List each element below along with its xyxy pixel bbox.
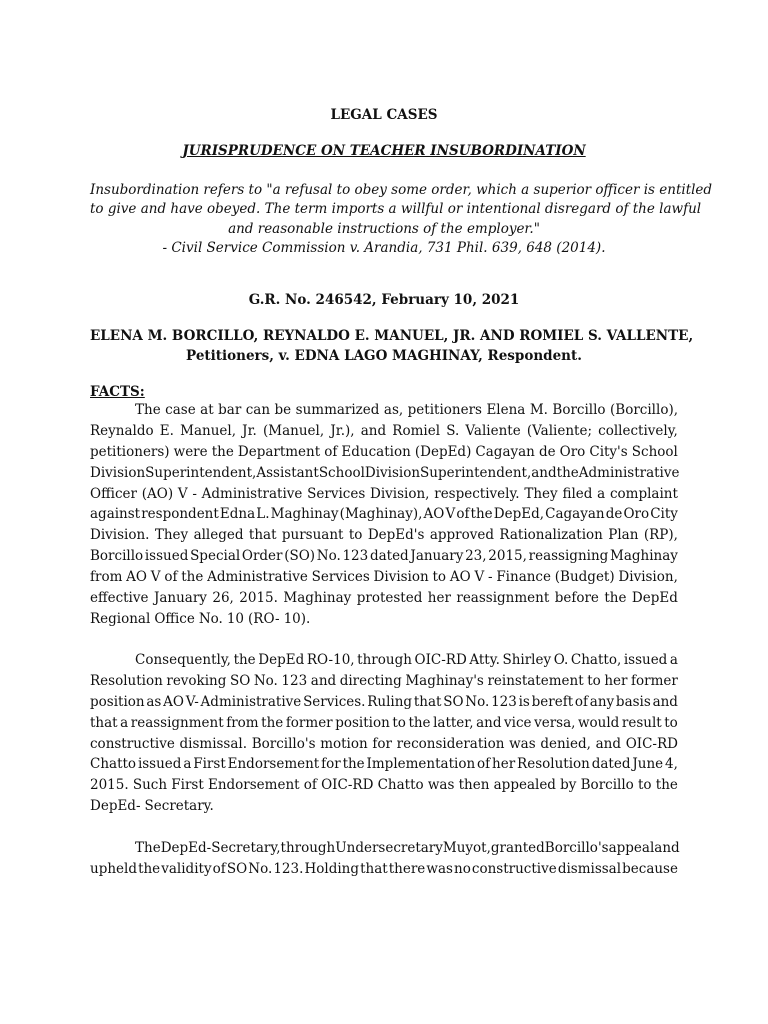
- parties-line: Petitioners, v. EDNA LAGO MAGHINAY, Respondent.: [186, 347, 582, 364]
- word: that: [413, 693, 442, 710]
- word: before: [554, 590, 599, 607]
- word: Department: [237, 443, 321, 460]
- word: any: [589, 693, 615, 710]
- word: Elena: [486, 402, 526, 418]
- word: constructive: [90, 735, 175, 752]
- paragraph-line: [90, 567, 678, 588]
- word: position: [335, 714, 390, 731]
- word: (AO): [141, 485, 174, 502]
- word: First: [193, 756, 226, 773]
- word: the: [211, 443, 234, 460]
- word: Oro: [623, 506, 650, 523]
- word: issued: [144, 548, 189, 565]
- word: of: [574, 693, 589, 710]
- word: Chatto,: [570, 652, 622, 668]
- word: alleged: [193, 527, 244, 544]
- word: City: [650, 506, 678, 523]
- word: 123: [281, 672, 308, 689]
- word: of: [164, 569, 178, 586]
- word: L.: [256, 506, 270, 523]
- word: -: [487, 569, 493, 586]
- word: no: [454, 860, 471, 877]
- word: Consequently,: [135, 652, 231, 668]
- word: petitioners: [407, 402, 482, 418]
- paragraph-line: [90, 796, 678, 817]
- word: from: [226, 714, 259, 731]
- word: (Valiente;: [526, 422, 592, 439]
- word: Oro: [559, 443, 586, 460]
- word: SO: [226, 860, 248, 877]
- word: 4,: [665, 756, 678, 773]
- word: Secretary.: [144, 798, 214, 815]
- paragraph-line: [90, 692, 678, 713]
- paragraph-line: [90, 754, 678, 775]
- word: School: [318, 464, 365, 481]
- paragraph-line: [90, 588, 678, 609]
- word: 2015.: [239, 590, 278, 607]
- word: were: [173, 443, 208, 460]
- word: Maghinay: [610, 548, 678, 565]
- word: Borcillo's: [544, 840, 609, 856]
- word: 2015,: [488, 548, 527, 565]
- parties-line: ELENA M. BORCILLO, REYNALDO E. MANUEL, JR. AND ROMIEL S. VALLENTE,: [90, 328, 694, 344]
- word: Services: [307, 485, 366, 502]
- word: Officer: [90, 485, 137, 502]
- word: of: [324, 443, 338, 460]
- word: motion: [320, 735, 368, 752]
- word: complaint: [609, 485, 678, 502]
- word: SO: [229, 672, 251, 689]
- word: a: [183, 756, 192, 773]
- word: OIC-RD: [414, 652, 467, 668]
- document-subheading: JURISPRUDENCE ON TEACHER INSUBORDINATION: [182, 143, 586, 159]
- word: The: [135, 402, 161, 418]
- facts-heading: FACTS:: [90, 384, 145, 400]
- word: dated: [591, 756, 631, 773]
- paragraph-line: [90, 775, 678, 796]
- word: Resolution: [517, 756, 590, 773]
- word: Administrative: [200, 693, 302, 710]
- word: Division: [90, 464, 146, 481]
- word: June: [632, 756, 664, 773]
- paragraph-line: [90, 546, 678, 567]
- word: issued: [623, 652, 668, 668]
- word: School: [631, 443, 678, 460]
- word: Resolution: [90, 672, 163, 689]
- word: Shirley: [502, 652, 552, 668]
- word: 123: [491, 693, 517, 710]
- word: was: [426, 860, 453, 877]
- word: (Budget): [554, 569, 615, 586]
- quote-line: Insubordination refers to "a refusal to obey some order, which a superior officer is entitled: [90, 182, 713, 198]
- word: from: [90, 569, 123, 586]
- word: Cagayan: [545, 506, 605, 523]
- word: Jr.: [242, 422, 257, 439]
- word: to: [392, 714, 406, 731]
- case-parties: [90, 327, 694, 366]
- word: to: [638, 777, 652, 794]
- word: No.: [248, 860, 273, 877]
- word: Maghinay's: [405, 672, 484, 689]
- word: Administrative: [578, 464, 680, 481]
- word: granted: [490, 840, 545, 856]
- word: protested: [356, 590, 423, 607]
- word: a: [120, 714, 129, 731]
- word: Administrative: [201, 485, 303, 502]
- word: was: [509, 735, 536, 752]
- word: dated: [369, 548, 409, 565]
- word: Borcillo: [552, 402, 606, 418]
- word: Borcillo's: [251, 735, 316, 752]
- word: be: [274, 402, 292, 418]
- word: Borcillo: [580, 777, 634, 794]
- word: Division.: [90, 527, 150, 544]
- word: Assistant: [256, 464, 319, 481]
- word: V: [150, 569, 161, 586]
- word: the: [261, 714, 284, 731]
- word: former: [285, 714, 333, 731]
- epigraph-quote: [90, 181, 713, 258]
- word: 123.: [273, 860, 304, 877]
- word: filed: [562, 485, 593, 502]
- word: the: [655, 777, 678, 794]
- word: O.: [553, 652, 569, 668]
- word: reinstatement: [487, 672, 584, 689]
- word: and: [360, 422, 387, 439]
- word: reassigning: [528, 548, 609, 565]
- word: reassignment: [456, 590, 550, 607]
- word: DepEd-Secretary,: [160, 840, 281, 856]
- word: would: [577, 714, 620, 731]
- word: Superintendent,: [145, 464, 257, 481]
- word: Division: [373, 569, 429, 586]
- paragraph-line: [90, 463, 678, 484]
- word: pursuant: [281, 527, 344, 544]
- word: dismissal: [557, 860, 622, 877]
- word: V: [445, 506, 456, 523]
- word: January: [153, 590, 207, 607]
- word: Administrative: [207, 569, 308, 586]
- document-heading: LEGAL CASES: [330, 107, 438, 123]
- word: Muyot,: [442, 840, 491, 856]
- word: Division,: [370, 485, 430, 502]
- word: Services.: [303, 693, 366, 710]
- word: the: [181, 569, 204, 586]
- word: Office: [154, 610, 195, 627]
- word: to: [348, 527, 363, 544]
- word: Education: [341, 443, 411, 460]
- word: City's: [589, 443, 628, 460]
- word: summarized: [295, 402, 380, 418]
- word: First: [171, 777, 204, 794]
- word: 10: [226, 610, 245, 627]
- paragraph-line: [90, 650, 678, 671]
- word: 123: [342, 548, 369, 565]
- word: result: [621, 714, 662, 731]
- word: AO: [126, 569, 147, 586]
- word: versa,: [534, 714, 576, 731]
- word: DepEd: [258, 652, 305, 668]
- word: Holding: [304, 860, 359, 877]
- word: Maghinay: [283, 590, 352, 607]
- word: by: [560, 777, 577, 794]
- word: No.: [253, 672, 278, 689]
- word: Maghinay: [270, 506, 339, 523]
- word: as,: [383, 402, 404, 418]
- word: S.: [446, 422, 460, 439]
- paragraph-line: [90, 442, 678, 463]
- word: of: [477, 756, 491, 773]
- word: Valiente: [465, 422, 521, 439]
- word: No.: [198, 610, 223, 627]
- word: her: [492, 756, 516, 773]
- word: V-: [185, 693, 199, 710]
- word: issued: [137, 756, 182, 773]
- word: that: [90, 714, 118, 731]
- word: 23,: [465, 548, 487, 565]
- word: Such: [132, 777, 168, 794]
- word: basis: [615, 693, 651, 710]
- word: Endorsement: [227, 756, 320, 773]
- word: for: [372, 735, 392, 752]
- word: at: [200, 402, 214, 418]
- word: Edna: [219, 506, 256, 523]
- word: Services: [311, 569, 370, 586]
- word: and: [476, 714, 502, 731]
- word: for: [321, 756, 341, 773]
- paragraph-line: [90, 671, 678, 692]
- word: reassignment: [130, 714, 224, 731]
- word: Rationalization: [499, 527, 603, 544]
- paragraph-line: [90, 421, 678, 442]
- word: OIC-RD: [321, 777, 374, 794]
- word: constructive: [471, 860, 557, 877]
- word: de: [605, 506, 623, 523]
- word: reconsideration: [396, 735, 505, 752]
- word: Chatto: [90, 756, 137, 773]
- paragraph-line: [90, 734, 678, 755]
- word: Order: [241, 548, 283, 565]
- word: The: [135, 840, 161, 856]
- word: DepEd: [631, 590, 678, 607]
- word: through: [280, 840, 336, 856]
- word: can: [245, 402, 271, 418]
- word: to: [432, 569, 447, 586]
- word: Cagayan: [475, 443, 535, 460]
- word: the: [604, 590, 627, 607]
- word: the: [408, 714, 431, 731]
- word: that: [360, 860, 388, 877]
- word: 2015.: [90, 777, 129, 794]
- word: (Maghinay),: [339, 506, 423, 523]
- word: latter,: [433, 714, 474, 731]
- paragraph-line: [90, 504, 678, 525]
- word: dismissal.: [179, 735, 248, 752]
- word: 26,: [212, 590, 234, 607]
- word: was: [427, 777, 455, 794]
- word: (RO-: [248, 610, 280, 627]
- word: Manuel,: [180, 422, 236, 439]
- word: the: [233, 652, 256, 668]
- word: Plan: [608, 527, 639, 544]
- word: (SO): [284, 548, 316, 565]
- word: bar: [218, 402, 242, 418]
- word: V: [177, 485, 188, 502]
- word: approved: [429, 527, 494, 544]
- word: her: [604, 672, 628, 689]
- paragraph-line: [90, 859, 678, 880]
- word: and: [654, 840, 680, 856]
- word: OIC-RD: [625, 735, 678, 752]
- word: that: [248, 527, 277, 544]
- word: and: [652, 693, 678, 710]
- word: directing: [339, 672, 402, 689]
- word: They: [154, 527, 189, 544]
- word: de: [538, 443, 556, 460]
- word: V: [474, 569, 485, 586]
- word: RO-10,: [306, 652, 355, 668]
- paragraph-line: [90, 609, 678, 630]
- word: collectively,: [598, 422, 678, 439]
- paragraph-line: [90, 525, 678, 546]
- word: appealed: [493, 777, 556, 794]
- word: there: [388, 860, 426, 877]
- word: (RP),: [643, 527, 678, 544]
- word: -: [192, 485, 197, 502]
- word: then: [458, 777, 490, 794]
- quote-line: and reasonable instructions of the employer.": [228, 220, 540, 237]
- word: Finance: [496, 569, 551, 586]
- word: January: [410, 548, 464, 565]
- word: Division,: [618, 569, 678, 586]
- word: Atty.: [469, 652, 500, 668]
- quote-attribution: - Civil Service Commission v. Arandia, 731 Phil. 639, 648 (2014).: [162, 239, 606, 256]
- word: Regional: [90, 610, 151, 627]
- word: No.: [316, 548, 341, 565]
- word: Reynaldo: [90, 422, 154, 439]
- word: M.: [529, 402, 548, 418]
- word: validity: [161, 860, 212, 877]
- word: upheld: [90, 860, 137, 877]
- word: AO: [163, 693, 184, 710]
- word: AO: [423, 506, 445, 523]
- word: of: [212, 860, 226, 877]
- word: (Manuel,: [263, 422, 325, 439]
- word: No.: [465, 693, 490, 710]
- word: and: [595, 735, 622, 752]
- word: effective: [90, 590, 149, 607]
- paragraph-line: [90, 838, 678, 859]
- word: respectively.: [434, 485, 520, 502]
- paragraph-line: [90, 400, 678, 421]
- word: the: [342, 756, 365, 773]
- word: Borcillo: [90, 548, 144, 565]
- word: vice: [504, 714, 532, 731]
- word: of: [456, 506, 470, 523]
- word: the: [138, 860, 161, 877]
- word: Undersecretary: [335, 840, 443, 856]
- paragraph-line: [90, 484, 678, 505]
- word: her: [427, 590, 451, 607]
- word: (Borcillo),: [610, 402, 678, 418]
- word: to: [664, 714, 678, 731]
- word: bereft: [531, 693, 574, 710]
- word: position: [90, 693, 145, 710]
- word: 10).: [283, 610, 311, 627]
- word: a: [669, 652, 678, 668]
- word: appeal: [608, 840, 655, 856]
- word: because: [622, 860, 678, 877]
- word: through: [357, 652, 412, 668]
- word: a: [597, 485, 606, 502]
- word: denied,: [540, 735, 591, 752]
- word: E.: [159, 422, 174, 439]
- facts-paragraph-3: [90, 838, 678, 880]
- word: is: [518, 693, 530, 710]
- word: DepEd-: [90, 798, 141, 815]
- word: former: [631, 672, 678, 689]
- word: Jr.),: [330, 422, 355, 439]
- word: case: [165, 402, 196, 418]
- word: DepEd,: [493, 506, 545, 523]
- word: DepEd's: [367, 527, 425, 544]
- word: and: [310, 672, 337, 689]
- word: Romiel: [392, 422, 441, 439]
- word: revoking: [166, 672, 227, 689]
- word: Implementation: [366, 756, 476, 773]
- word: petitioners): [90, 443, 170, 460]
- word: Superintendent,: [420, 464, 532, 481]
- case-number: G.R. No. 246542, February 10, 2021: [248, 292, 520, 308]
- word: AO: [449, 569, 471, 586]
- word: the: [470, 506, 493, 523]
- word: They: [524, 485, 558, 502]
- word: the: [556, 464, 579, 481]
- word: to: [587, 672, 601, 689]
- word: (DepEd): [414, 443, 472, 460]
- paragraph-line: [90, 713, 678, 734]
- word: and: [531, 464, 557, 481]
- quote-line: to give and have obeyed. The term imports a willful or intentional disregard of the lawful: [90, 201, 702, 218]
- word: Ruling: [367, 693, 413, 710]
- facts-paragraph-1: [90, 400, 678, 630]
- word: Endorsement: [207, 777, 300, 794]
- word: Division: [364, 464, 421, 481]
- word: SO: [443, 693, 464, 710]
- word: as: [146, 693, 162, 710]
- word: Special: [190, 548, 241, 565]
- word: of: [303, 777, 317, 794]
- facts-paragraph-2: [90, 650, 678, 817]
- word: Chatto: [377, 777, 424, 794]
- word: respondent: [141, 506, 219, 523]
- word: against: [90, 506, 141, 523]
